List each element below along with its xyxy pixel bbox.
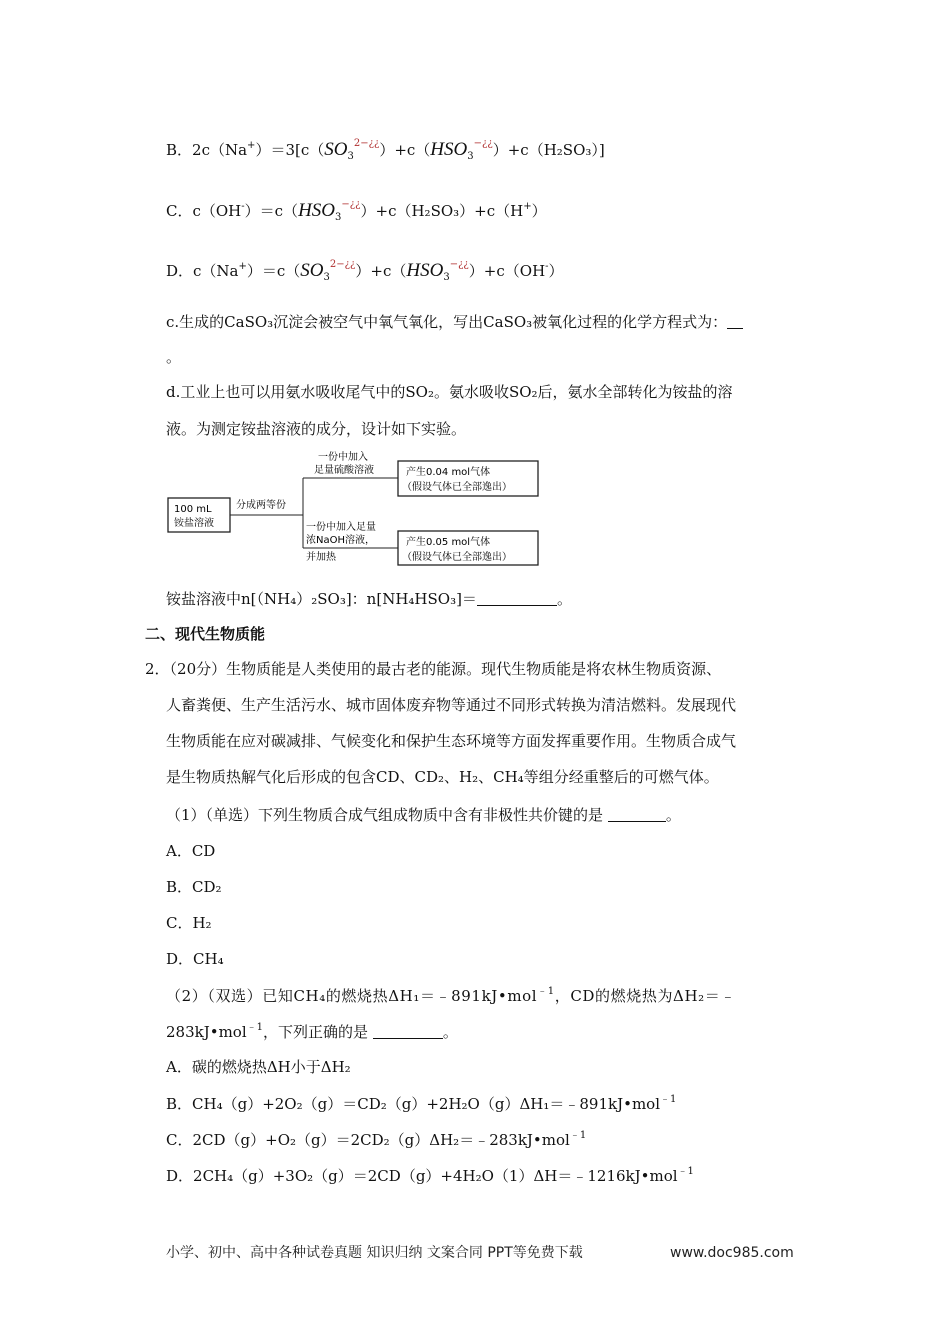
q2-line1: 2．（20分）生物质能是人类使用的最古老的能源。现代生物质能是将农林生物质资源、 xyxy=(145,660,722,678)
q2-2-line2: 283kJ•mol$^{﹣1}$，下列正确的是 。 xyxy=(166,1022,458,1041)
part-c-line1: c.生成的CaSO₃沉淀会被空气中氧气氧化，写出CaSO₃被氧化过程的化学方程式为： xyxy=(166,313,743,331)
flowchart-lower-text1: 一份中加入足量 xyxy=(306,522,376,533)
q2-2-option-d[interactable]: D．2CH₄（g）+3O₂（g）＝2CD（g）+4H₂O（1）ΔH＝﹣1216kJ•mol$^{﹣1}$ xyxy=(166,1166,694,1185)
q2-line4: 是生物质热解气化后形成的包含CD、CD₂、H₂、CH₄等组分经重整后的可燃气体。 xyxy=(166,768,719,786)
q2-1-option-d[interactable]: D．CH₄ xyxy=(166,950,224,968)
part-c-line2: 。 xyxy=(166,348,182,366)
q2-line3: 生物质能在应对碳减排、气候变化和保护生态环境等方面发挥重要作用。生物质合成气 xyxy=(166,732,737,750)
part-d-line1: d.工业上也可以用氨水吸收尾气中的SO₂。氨水吸收SO₂后，氨水全部转化为铵盐的溶 xyxy=(166,383,733,401)
q2-2-option-c[interactable]: C．2CD（g）+O₂（g）＝2CD₂（g）ΔH₂＝﹣283kJ•mol$^{﹣1}$ xyxy=(166,1130,587,1149)
part-c-answer-blank[interactable] xyxy=(727,314,743,329)
q2-1-answer-blank[interactable] xyxy=(608,807,666,822)
option-c-line: C．$c(OH^-)=c(HSO_3^{-¿¿})+c(H_2SO_3)+c(H^+)$ xyxy=(166,199,547,223)
flowchart-upper-text2: 足量硫酸溶液 xyxy=(314,465,374,476)
ratio-line: 铵盐溶液中n[（NH₄）₂SO₃]：n[NH₄HSO₃]＝ 。 xyxy=(166,590,572,608)
q2-1-option-b[interactable]: B．CD₂ xyxy=(166,878,222,896)
experiment-flowchart xyxy=(166,448,546,568)
option-b-line: B．$2c(Na^+)=3[c(SO_3^{2-¿¿})+c(HSO_3^{-¿¿})+c(H_2SO_3)]$ xyxy=(166,138,605,162)
ratio-answer-blank[interactable] xyxy=(477,591,557,606)
flowchart-lower-result1: 产生0.05 mol气体 xyxy=(406,537,491,548)
q2-1-stem: （1）（单选）下列生物质合成气组成物质中含有非极性共价键的是 。 xyxy=(166,806,681,824)
q2-2-option-b[interactable]: B．CH₄（g）+2O₂（g）＝CD₂（g）+2H₂O（g）ΔH₁＝﹣891kJ•mol$^{﹣1}$ xyxy=(166,1094,677,1113)
flowchart-start-text2: 铵盐溶液 xyxy=(174,518,214,529)
flowchart-lower-result2: （假设气体已全部逸出） xyxy=(402,552,512,563)
q2-2-line1: （2）（双选）已知CH₄的燃烧热ΔH₁＝﹣891kJ•mol$^{﹣1}$，CD的燃烧热为ΔH₂＝﹣ xyxy=(166,986,736,1005)
q2-1-option-c[interactable]: C．H₂ xyxy=(166,914,212,932)
footer-website-link[interactable]: www.doc985.com xyxy=(670,1245,794,1261)
flowchart-split-label: 分成两等份 xyxy=(236,500,286,511)
flowchart-lower-text2: 浓NaOH溶液， xyxy=(306,535,375,546)
flowchart-upper-result1: 产生0.04 mol气体 xyxy=(406,467,491,478)
q2-line2: 人畜粪便、生产生活污水、城市固体废弃物等通过不同形式转换为清洁燃料。发展现代 xyxy=(166,696,737,714)
q2-2-option-a[interactable]: A．碳的燃烧热ΔH小于ΔH₂ xyxy=(166,1058,351,1076)
footer-text: 小学、初中、高中各种试卷真题 知识归纳 文案合同 PPT等免费下载 xyxy=(166,1245,583,1261)
q2-2-answer-blank[interactable] xyxy=(373,1024,443,1039)
section-2-title: 二、现代生物质能 xyxy=(145,625,266,643)
flowchart-upper-result2: （假设气体已全部逸出） xyxy=(402,482,512,493)
flowchart-upper-text1: 一份中加入 xyxy=(318,452,368,463)
flowchart-start-text1: 100 mL xyxy=(174,504,212,515)
flowchart-lower-text3: 并加热 xyxy=(306,552,336,563)
option-d-line: D．$c(Na^+)=c(SO_3^{2-¿¿})+c(HSO_3^{-¿¿})+c(OH^-)$ xyxy=(166,259,564,283)
part-d-line2: 液。为测定铵盐溶液的成分，设计如下实验。 xyxy=(166,420,467,438)
q2-1-option-a[interactable]: A．CD xyxy=(166,842,216,860)
